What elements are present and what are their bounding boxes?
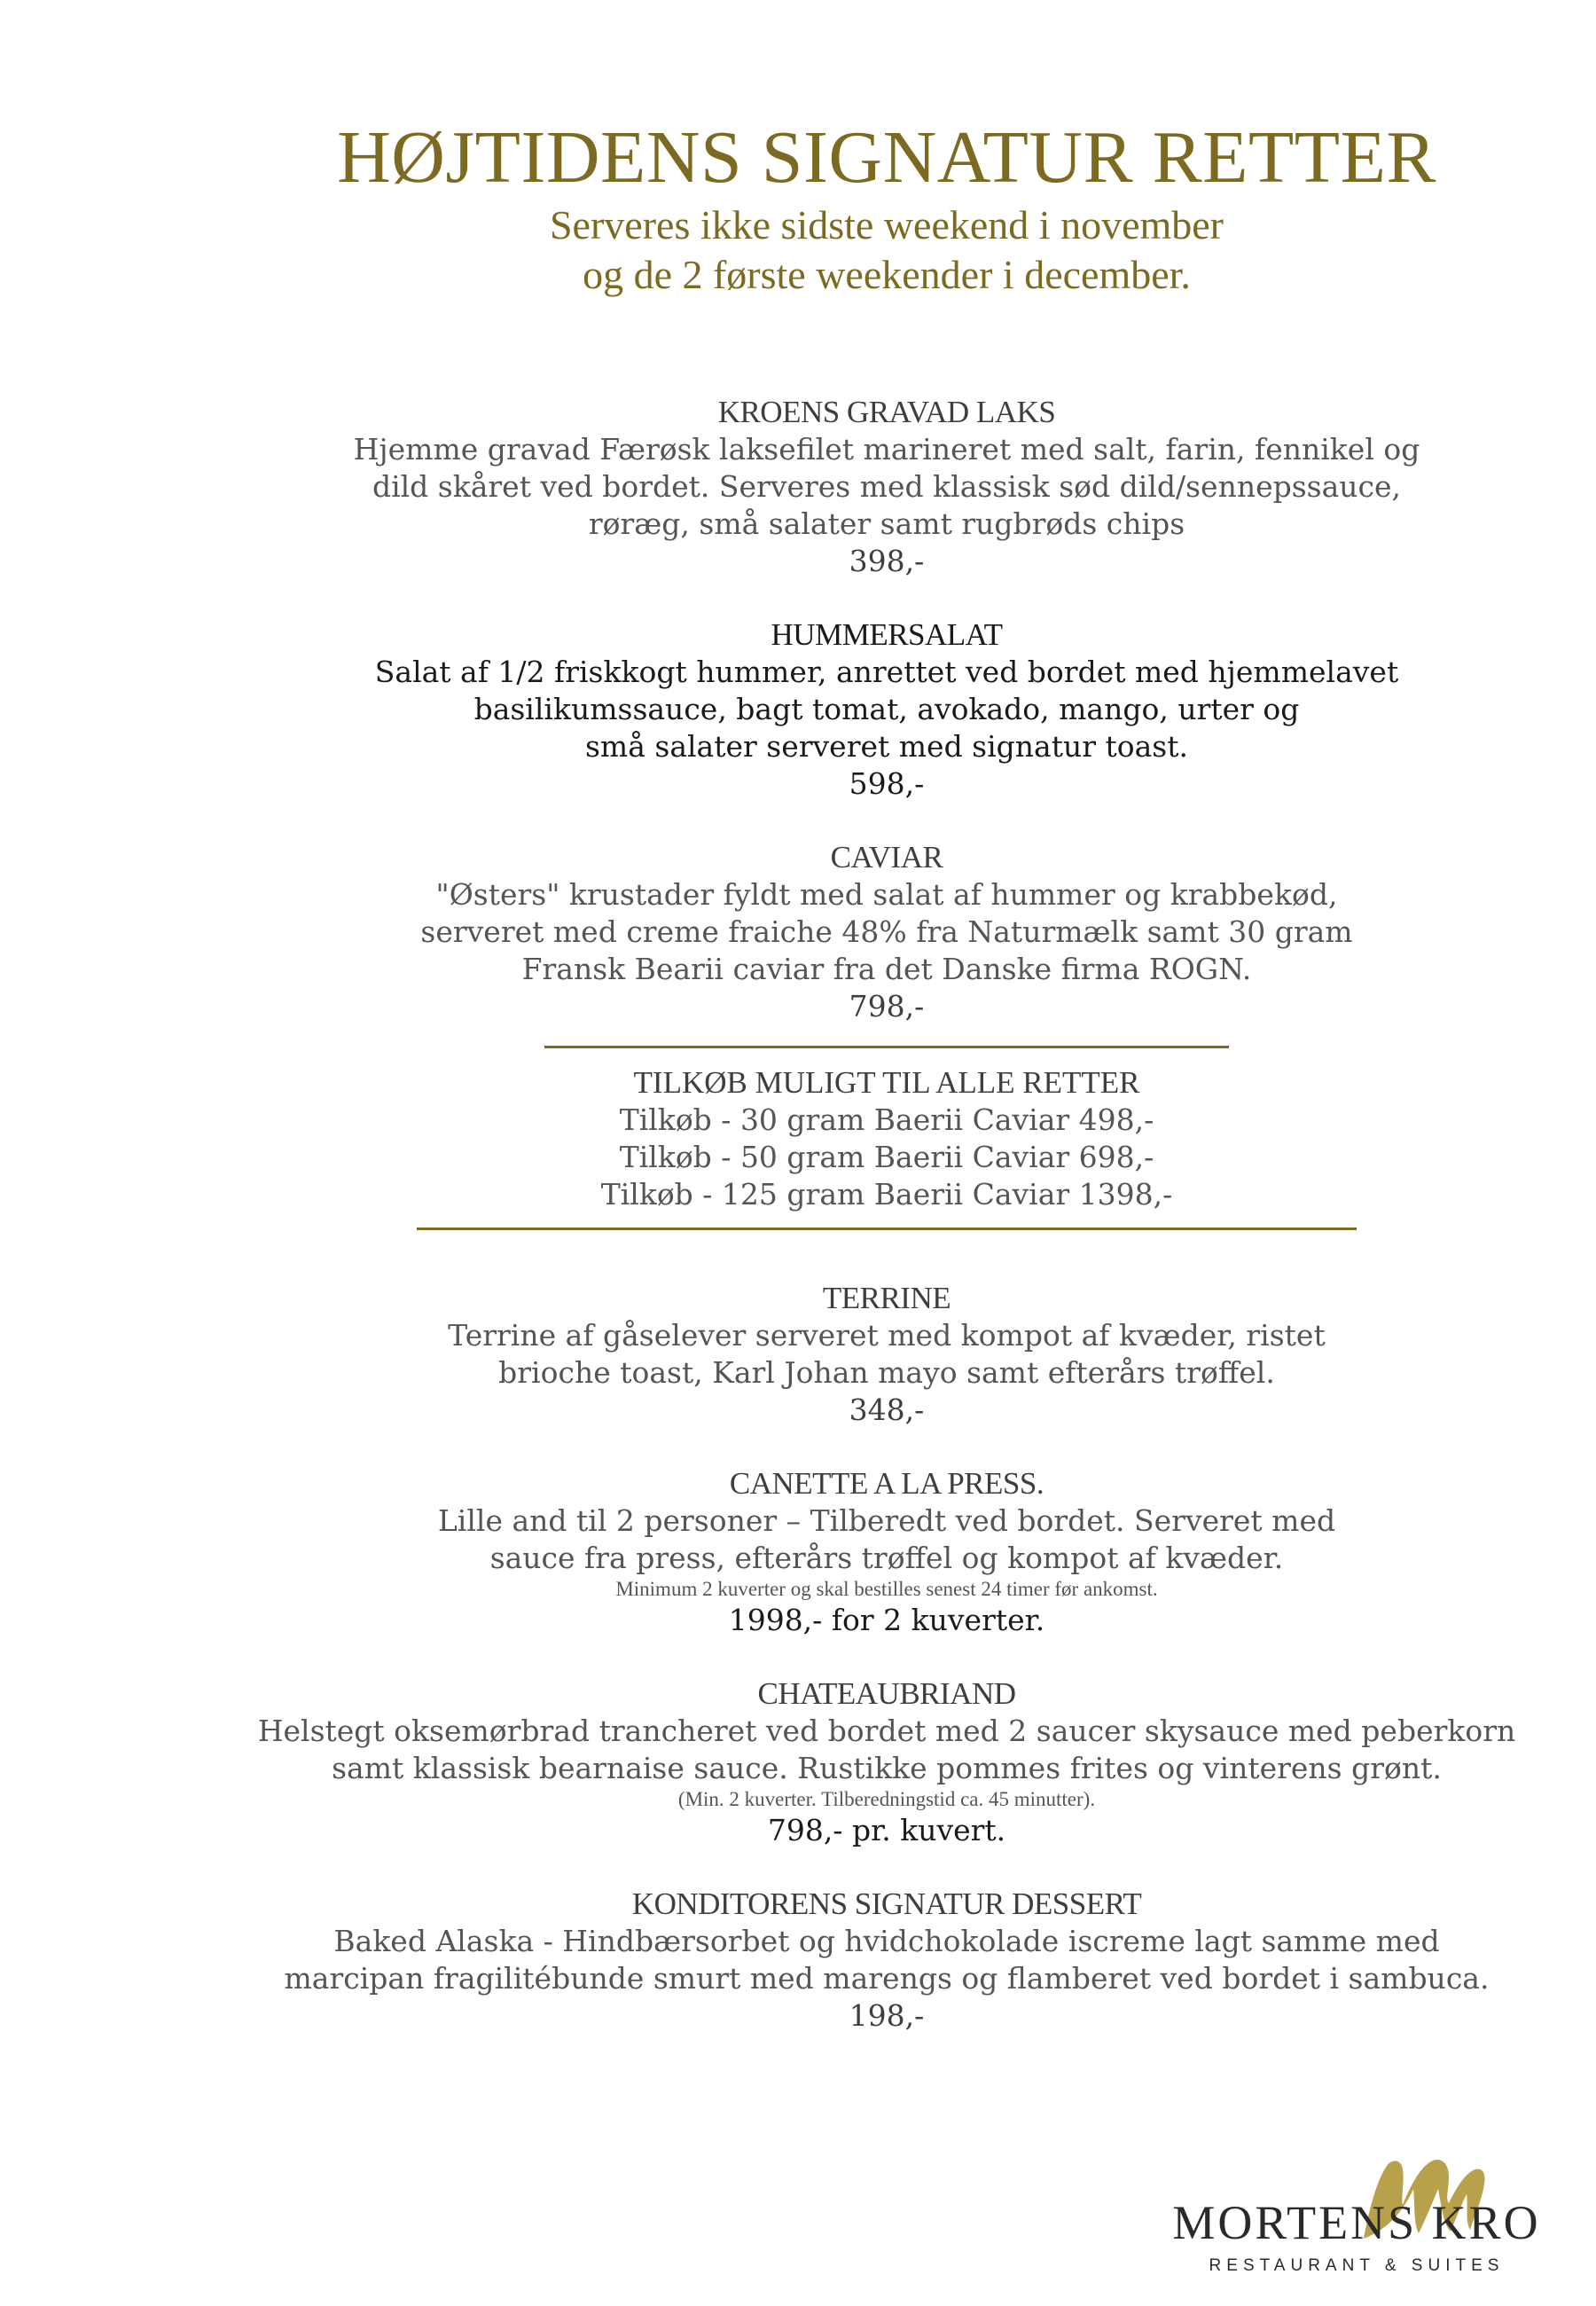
brand-logo: [1153, 2146, 1561, 2288]
dish-description-line: Terrine af gåselever serveret med kompot af kvæder, ristet: [448, 1318, 1326, 1353]
page-subtitle: [231, 200, 1543, 300]
menu-item-hummersalat: [231, 616, 1543, 803]
addon-line: Tilkøb - 125 gram Baerii Caviar 1398,-: [600, 1177, 1173, 1212]
caviar-addon-section: [231, 1064, 1543, 1213]
dish-note: (Min. 2 kuverter. Tilberedningstid ca. 45 minutter).: [677, 1788, 1096, 1810]
addon-heading: TILKØB MULIGT TIL ALLE RETTER: [633, 1065, 1140, 1100]
dish-description-line: basilikumssauce, bagt tomat, avokado, mango, urter og: [473, 692, 1300, 726]
brand-name: MORTENS KRO: [1172, 2196, 1541, 2249]
dish-name: CANETTE A LA PRESS.: [729, 1466, 1044, 1501]
menu-item-canette: [231, 1465, 1543, 1639]
menu-item-caviar: [231, 839, 1543, 1025]
dish-price: 348,-: [849, 1392, 925, 1427]
dish-name: KROENS GRAVAD LAKS: [717, 395, 1056, 429]
dish-description-line: "Østers" krustader fyldt med salat af hummer og krabbekød,: [435, 877, 1338, 912]
dish-price: 598,-: [849, 766, 925, 801]
dish-description-line: små salater serveret med signatur toast.: [585, 729, 1188, 764]
addon-line: Tilkøb - 30 gram Baerii Caviar 498,-: [619, 1102, 1154, 1137]
dish-price: 798,- pr. kuvert.: [767, 1813, 1006, 1847]
dish-note: Minimum 2 kuverter og skal bestilles senest 24 timer før ankomst.: [615, 1578, 1158, 1600]
dish-description-line: brioche toast, Karl Johan mayo samt efterårs trøffel.: [498, 1355, 1275, 1390]
dish-price: 798,-: [849, 989, 925, 1024]
dish-description-line: samt klassisk bearnaise sauce. Rustikke pommes frites og vinterens grønt.: [332, 1751, 1442, 1785]
dish-description-line: dild skåret ved bordet. Serveres med klassisk sød dild/sennepssauce,: [372, 469, 1402, 504]
dish-name: HUMMERSALAT: [771, 617, 1003, 652]
dish-description-line: Fransk Bearii caviar fra det Danske firma ROGN.: [521, 952, 1252, 986]
dish-description-line: serveret med creme fraiche 48% fra Naturmælk samt 30 gram: [420, 914, 1353, 949]
subtitle-line: og de 2 første weekender i december.: [583, 252, 1191, 297]
brand-tagline: RESTAURANT & SUITES: [1209, 2256, 1505, 2275]
dish-price: 1998,- for 2 kuverter.: [728, 1603, 1045, 1637]
dish-name: TERRINE: [822, 1281, 951, 1315]
addon-line: Tilkøb - 50 gram Baerii Caviar 698,-: [619, 1140, 1154, 1174]
divider-short: [544, 1046, 1229, 1048]
menu-item-dessert: [231, 1886, 1543, 2035]
page-title: HØJTIDENS SIGNATUR RETTER: [337, 116, 1436, 199]
dish-name: CAVIAR: [830, 840, 943, 875]
subtitle-line: Serveres ikke sidste weekend i november: [549, 202, 1224, 247]
dish-description-line: marcipan fragilitébunde smurt med marengs og flamberet ved bordet i sambuca.: [284, 1961, 1490, 1996]
dish-name: KONDITORENS SIGNATUR DESSERT: [631, 1886, 1142, 1921]
dish-description-line: Baked Alaska - Hindbærsorbet og hvidchokolade iscreme lagt samme med: [333, 1924, 1440, 1958]
menu-item-terrine: [231, 1280, 1543, 1429]
menu-item-gravad-laks: [231, 394, 1543, 580]
dish-name: CHATEAUBRIAND: [757, 1676, 1016, 1711]
dish-price: 198,-: [849, 1998, 925, 2033]
divider-long: [417, 1228, 1357, 1230]
dish-description-line: Lille and til 2 personer – Tilberedt ved bordet. Serveret med: [437, 1503, 1336, 1538]
dish-description-line: sauce fra press, efterårs trøffel og kompot af kvæder.: [489, 1541, 1284, 1575]
dish-description-line: Hjemme gravad Færøsk laksefilet marineret med salt, farin, fennikel og: [353, 432, 1420, 467]
dish-description-line: Helstegt oksemørbrad trancheret ved bordet med 2 saucer skysauce med peberkorn: [257, 1714, 1516, 1748]
menu-item-chateaubriand: [231, 1675, 1543, 1849]
dish-price: 398,-: [849, 544, 925, 578]
dish-description-line: Salat af 1/2 friskkogt hummer, anrettet ved bordet med hjemmelavet: [374, 655, 1399, 689]
menu-list: [231, 394, 1543, 2071]
dish-description-line: røræg, små salater samt rugbrøds chips: [588, 506, 1185, 541]
